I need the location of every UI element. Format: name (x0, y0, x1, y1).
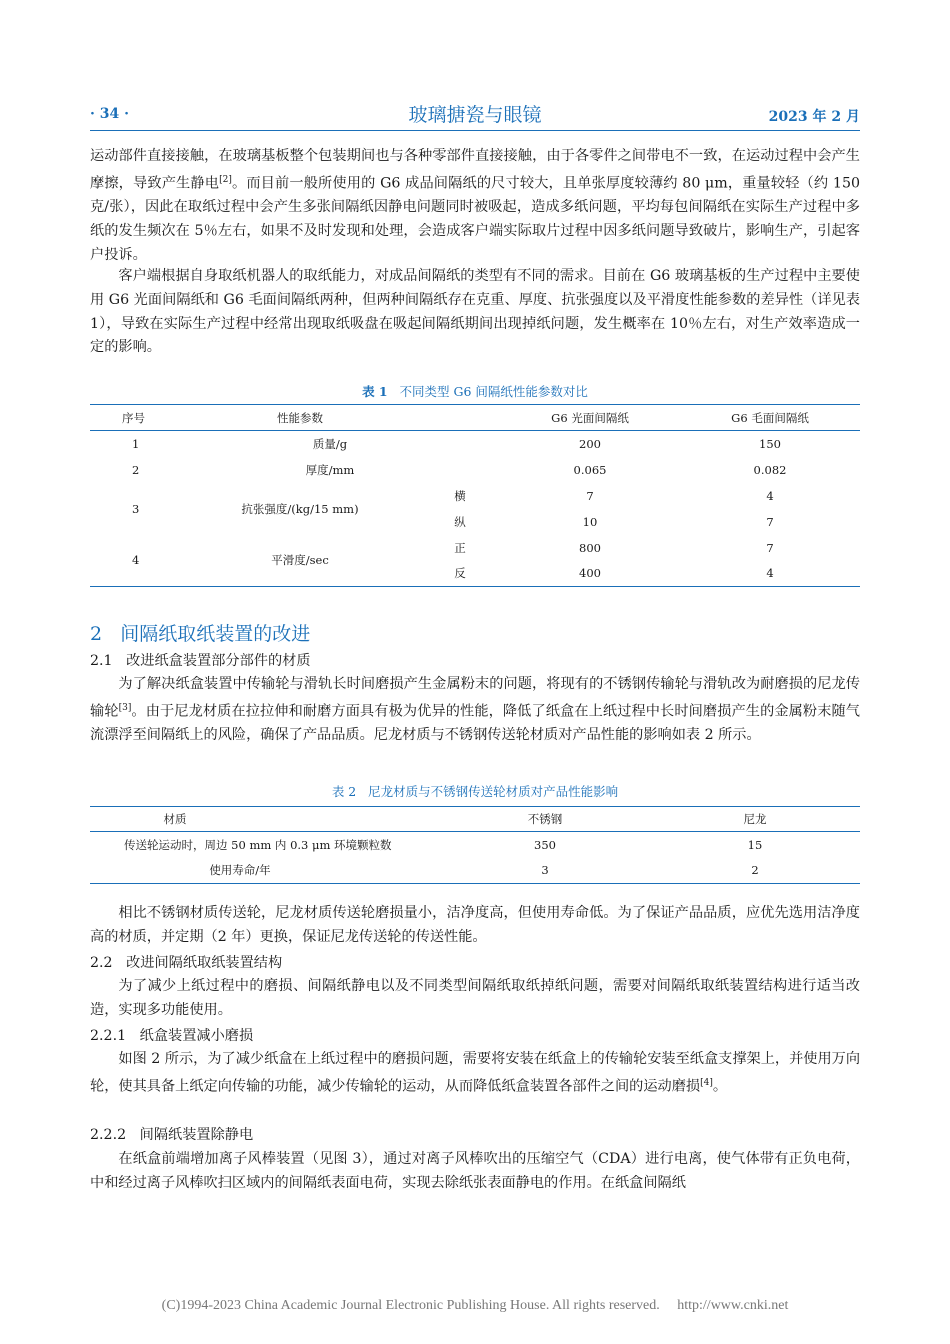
table-row (90, 483, 860, 509)
copyright-text: (C)1994-2023 China Academic Journal Electronic Publishing House. All rights reserved. (161, 1298, 660, 1313)
table2-header-cell: 不锈钢 (527, 812, 563, 826)
citation-ref: [3] (118, 702, 132, 713)
table-cell: 传送轮运动时，周边 50 mm 内 0.3 μm 环境颗粒数 (124, 837, 392, 852)
table-cell: 正 (454, 540, 466, 555)
table-cell (420, 431, 500, 457)
paragraph-text: 。由于尼龙材质在拉拉伸和耐磨方面具有极为优异的性能，降低了纸盒在上纸过程中长时间磨损产生的金属粉末随气流漂浮至间隔纸上的风险，确保了产品品质。尼龙材质与不锈钢传送轮材质对产品性能的影响如表 2 所示。 (90, 703, 860, 744)
issue-date: 2023 年 2 月 (768, 109, 860, 125)
paragraph-7: 在纸盒前端增加离子风棒装置（见图 3），通过对离子风棒吹出的压缩空气（CDA）进行电离，使气体带有正负电荷，中和经过离子风棒吹扫区域内的间隔纸表面电荷，实现去除纸张表面静电的作用。在纸盒间隔纸 (90, 1151, 860, 1191)
table-row (90, 457, 860, 483)
table-cell: 350 (534, 837, 556, 852)
page-number: · 34 · (90, 106, 129, 122)
table-cell: 400 (579, 566, 601, 581)
subsection-title: 改进间隔纸取纸装置结构 (126, 955, 283, 971)
citation-ref: [2] (219, 174, 232, 185)
table-cell: 7 (586, 488, 594, 503)
table-cell: 0.065 (573, 462, 607, 477)
subsubsection-heading (90, 1025, 253, 1045)
paragraph-2: 客户端根据自身取纸机器人的取纸能力，对成品间隔纸的类型有不同的需求。目前在 G6 玻璃基板的生产过程中主要使用 G6 光面间隔纸和 G6 毛面间隔纸两种，但两种间隔纸存在克重、厚度、抗张强度以及平滑度性能参数的差异性（详见表 1），导致在实际生产过程中经常出现取纸吸盘在吸起间隔纸期间出现掉纸问题，发生概率在 10％左右，对生产效率造成一定的影响。 (90, 268, 860, 356)
table-cell: 4 (766, 488, 774, 503)
paragraph-text: 为了解决纸盒装置中传输轮与滑轨长时间磨损产生金属粉末的问题，将现有的不锈钢传输轮与滑轨改为耐磨损的尼龙传输轮 (90, 676, 860, 720)
table2-caption-text: 尼龙材质与不锈钢传送轮材质对产品性能影响 (368, 784, 619, 799)
table-cell: 0.082 (753, 462, 787, 477)
table-row (90, 832, 860, 858)
table-cell: 3 (541, 863, 549, 878)
table2-header-row (90, 807, 860, 832)
table-cell: 纵 (454, 514, 466, 529)
table1-caption-text: 不同类型 G6 间隔纸性能参数对比 (399, 384, 588, 399)
table-cell: 7 (766, 514, 774, 529)
table-cell: 4 (766, 566, 774, 581)
header-rule (90, 130, 860, 131)
subsection-heading (90, 650, 311, 670)
subsection-number: 2.1 (90, 653, 113, 669)
table-cell: 150 (759, 436, 781, 451)
subsubsection-heading (90, 1124, 253, 1144)
paragraph-1 (90, 145, 860, 268)
table-cell: 使用寿命/年 (209, 863, 271, 878)
paragraph-5: 为了减少上纸过程中的磨损、间隔纸静电以及不同类型间隔纸取纸掉纸问题，需要对间隔纸取纸装置结构进行适当改造，实现多功能使用。 (90, 978, 860, 1018)
paragraph-4: 相比不锈钢材质传送轮，尼龙材质传送轮磨损量小，洁净度高，但使用寿命低。为了保证产品品质，应优先选用洁净度高的材质，并定期（2 年）更换，保证尼龙传送轮的传送性能。 (90, 905, 860, 945)
table1-header-cell: 性能参数 (277, 410, 323, 425)
running-header (90, 100, 860, 130)
publisher-url: http://www.cnki.net (677, 1298, 789, 1313)
subsubsection-number: 2.2.2 (90, 1127, 127, 1143)
table-cell: 15 (747, 837, 763, 852)
subsection-number: 2.2 (90, 955, 113, 971)
table1-header-row (90, 405, 860, 431)
table-cell: 3 (132, 501, 140, 516)
table-row (90, 535, 860, 561)
table1-caption-number: 表 1 (362, 384, 388, 399)
table-row (90, 431, 860, 457)
section-heading (90, 619, 310, 646)
copyright-footer (0, 1298, 950, 1314)
table1-header-cell: G6 光面间隔纸 (551, 410, 629, 425)
subsection-heading (90, 952, 282, 972)
table-row (90, 858, 860, 884)
table-cell: 平滑度/sec (271, 553, 329, 568)
table-cell: 800 (579, 540, 601, 555)
section-title: 间隔纸取纸装置的改进 (120, 623, 311, 645)
table2-caption (90, 782, 860, 800)
table-cell: 2 (751, 863, 759, 878)
subsubsection-number: 2.2.1 (90, 1028, 127, 1044)
table-cell: 7 (766, 540, 774, 555)
table2-header-cell: 材质 (163, 812, 187, 826)
table-cell: 反 (454, 566, 466, 581)
paragraph-text: 。 (712, 1078, 728, 1095)
paragraph-text: 运动部件直接接触，在玻璃基板整个包装期间也与各种零部件直接接触，由于各零件之间带电不一致，在运动过程中会产生摩擦，导致产生静电 (90, 148, 860, 192)
table-cell: 质量/g (312, 436, 348, 451)
table-cell (420, 457, 500, 483)
table2 (90, 806, 860, 884)
table2-header-cell: 尼龙 (743, 812, 767, 826)
table1-header-cell: 序号 (122, 410, 145, 425)
table1-caption (90, 382, 860, 400)
table1 (90, 404, 860, 587)
table-cell: 抗张强度/(kg/15 mm) (241, 501, 359, 516)
table-cell: 10 (582, 514, 598, 529)
table-cell: 厚度/mm (305, 462, 355, 477)
table-cell: 1 (132, 436, 140, 451)
section-number: 2 (90, 623, 103, 645)
subsubsection-title: 纸盒装置减小磨损 (139, 1028, 254, 1044)
subsection-title: 改进纸盒装置部分部件的材质 (126, 653, 311, 669)
table-cell: 横 (454, 488, 466, 503)
table-cell: 4 (132, 553, 140, 568)
paragraph-text: 如图 2 所示，为了减少纸盒在上纸过程中的磨损问题，需要将安装在纸盒上的传输轮安装至纸盒支撑架上，并使用万向轮，使其具备上纸定向传输的功能，减少传输轮的运动，从而降低纸盒装置各部件之间的运动磨损 (90, 1051, 861, 1095)
citation-ref: [4] (700, 1077, 713, 1088)
paragraph-3 (90, 673, 860, 748)
paragraph-text: 。而目前一般所使用的 G6 成品间隔纸的尺寸较大，且单张厚度较薄约 80 μm，重量较轻（约 150 克/张），因此在取纸过程中会产生多张间隔纸因静电问题同时被吸起，造成多纸问题，平均每包间隔纸在实际生产过程中多纸的发生频次在 5％左右，如果不及时发现和处理，会造成客户端实际取片过程中因多纸问题导致破片，影响生产，引起客户投诉。 (90, 175, 860, 263)
table-cell: 200 (579, 436, 601, 451)
table2-caption-number: 表 2 (331, 784, 357, 799)
journal-title: 玻璃搪瓷与眼镜 (408, 104, 542, 126)
table-cell: 2 (132, 462, 140, 477)
paragraph-6 (90, 1048, 860, 1099)
table1-header-cell: G6 毛面间隔纸 (731, 410, 809, 425)
subsubsection-title: 间隔纸装置除静电 (139, 1127, 254, 1143)
